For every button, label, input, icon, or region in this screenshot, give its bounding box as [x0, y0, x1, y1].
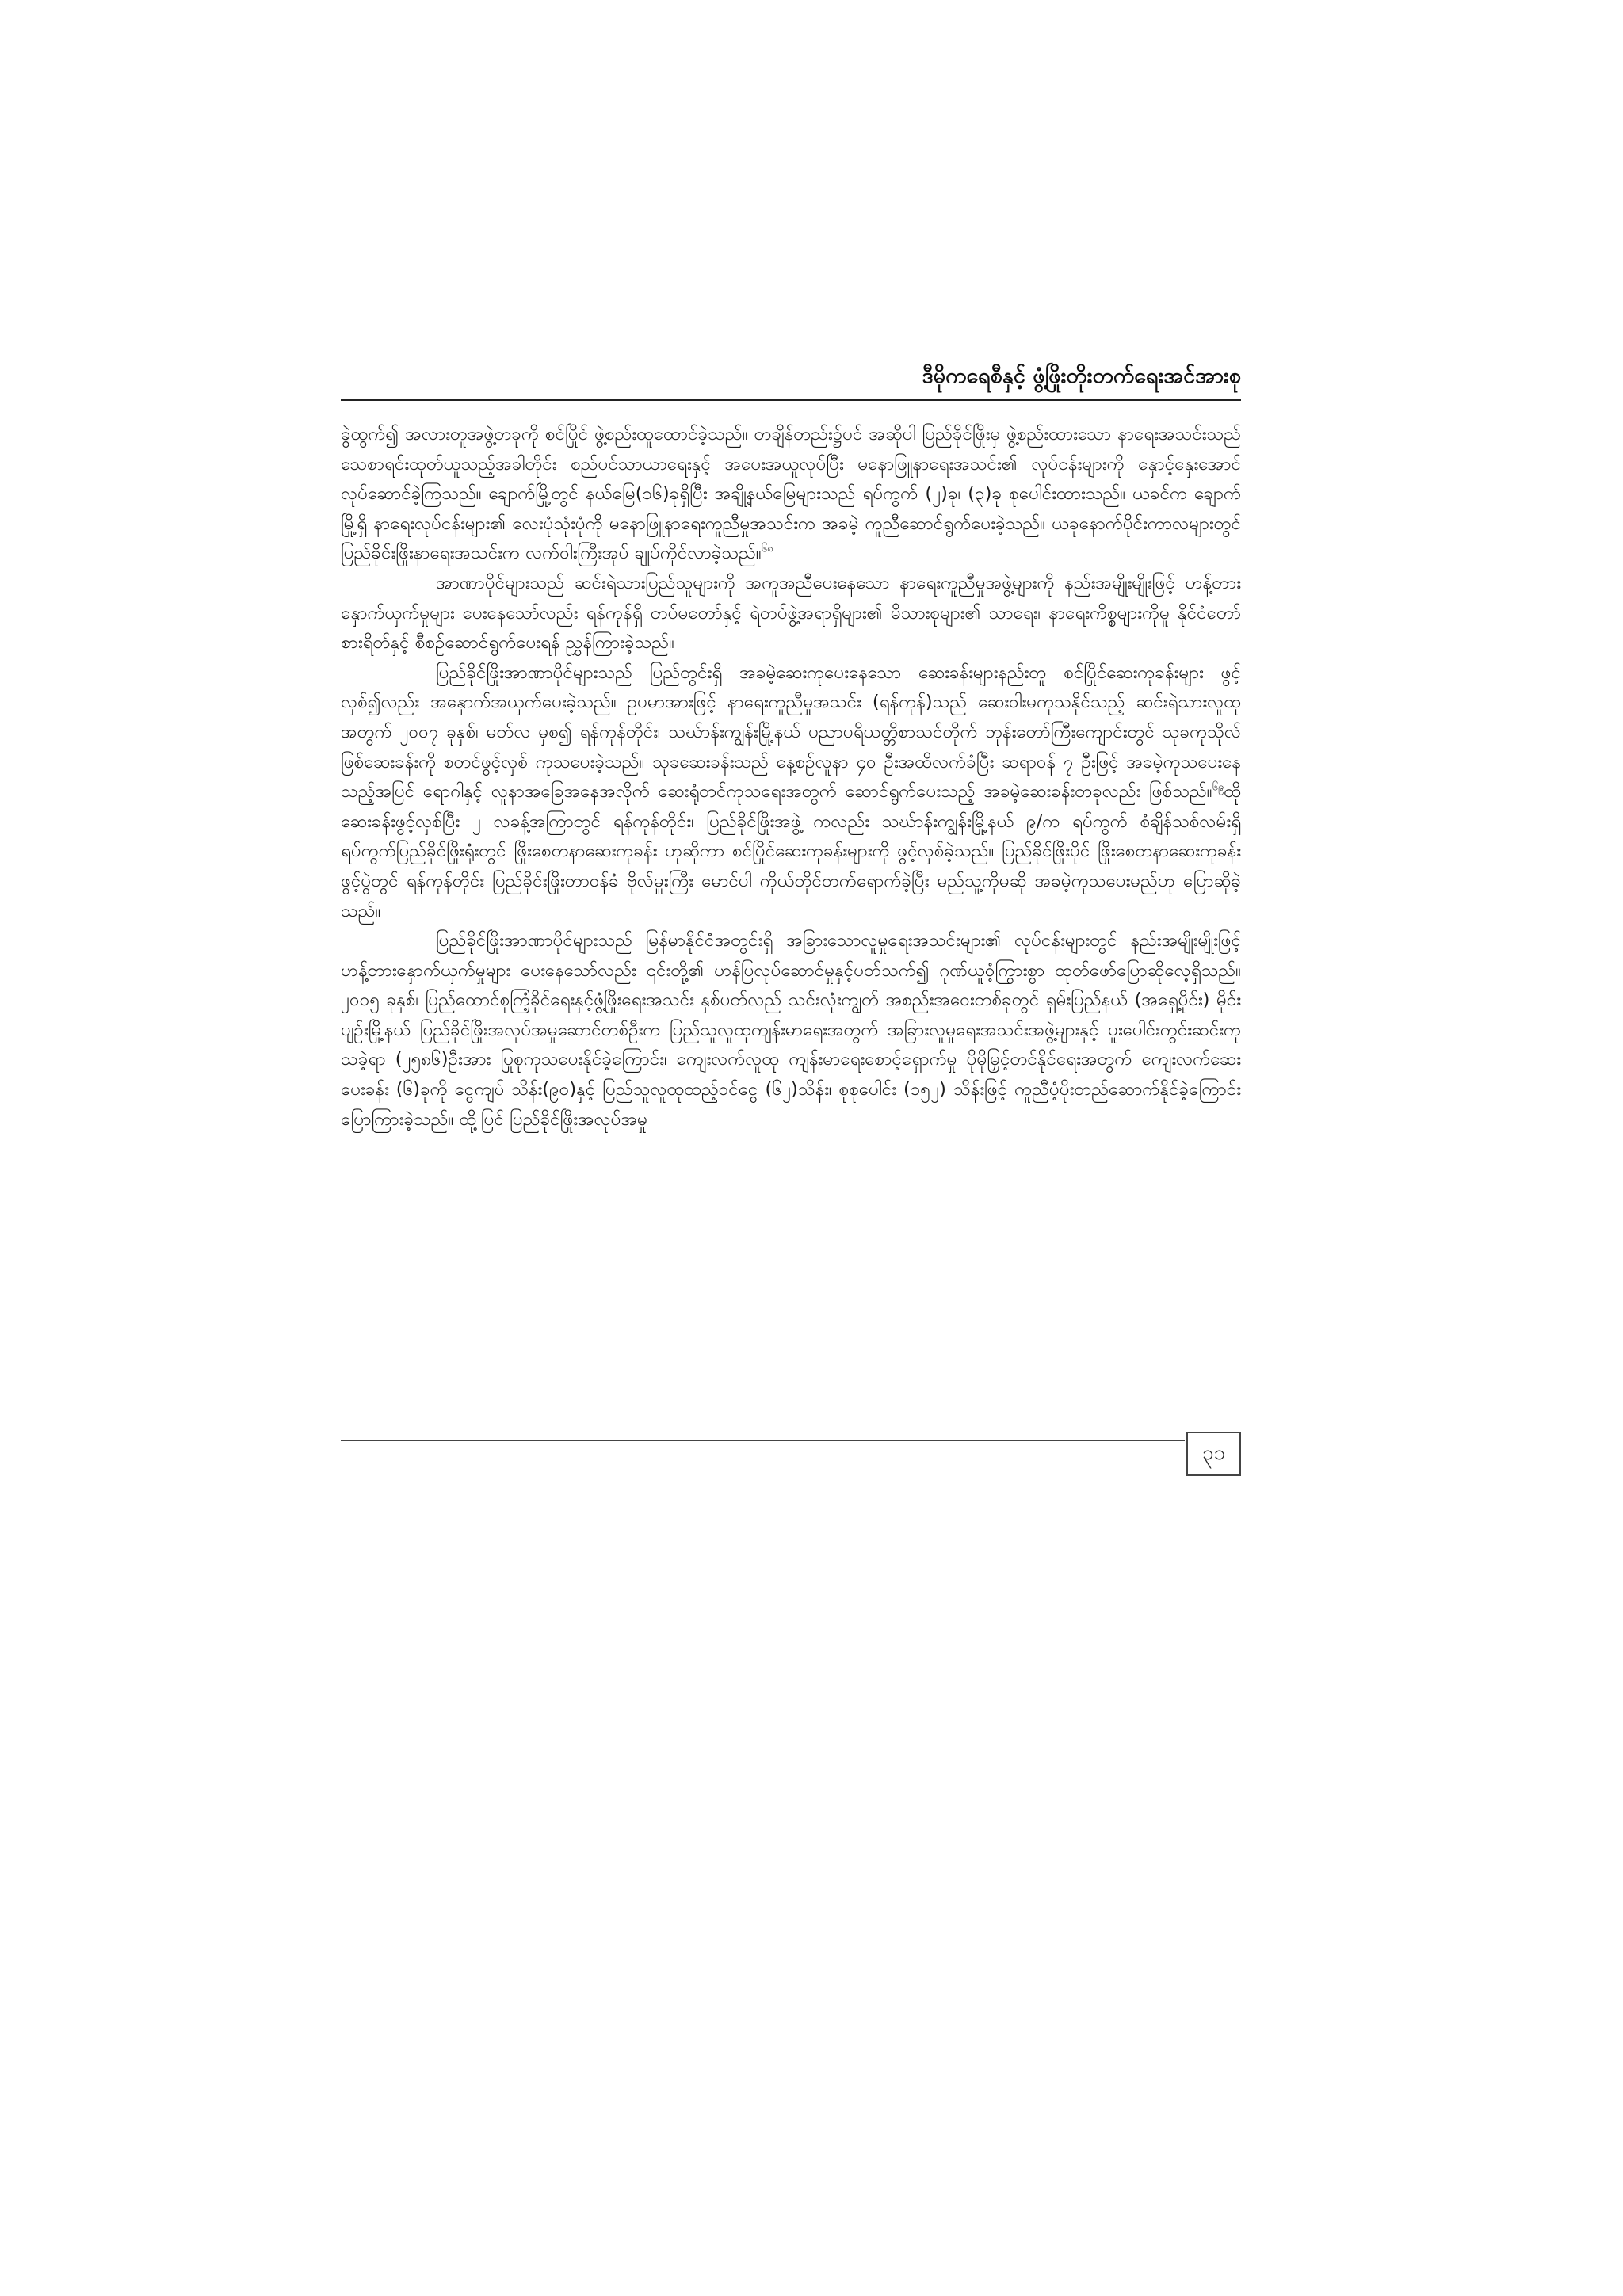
paragraph-1-text: ခွဲထွက်၍ အလားတူအဖွဲ့တခုကို စင်ပြိုင် ဖွဲ့စည်းထူထောင်ခဲ့သည်။ တချိန်တည်း၌ပင် အဆိုပါ ပြည်ခိုင်ဖြိုးမှ ဖွဲ့စည်းထားသော နာရေးအသင်းသည် သေစာရင်းထုတ်ယူသည့်အခါတိုင်း စည်ပင်သာယာရေးနှင့် အပေးအယူလုပ်ပြီး မနောဖြူနာရေးအသင်း၏ လုပ်ငန်းများကို နှောင့်နှေးအောင် လုပ်ဆောင်ခဲ့ကြသည်။ ချောက်မြို့တွင် နယ်မြေ(၁၆)ခုရှိပြီး အချို့နယ်မြေများသည် ရပ်ကွက် (၂)ခု၊ (၃)ခု စုပေါင်းထားသည်။ ယခင်က ချောက်မြို့ရှိ နာရေးလုပ်ငန်းများ၏ လေးပုံသုံးပုံကို မနောဖြူနာရေးကူညီမှုအသင်းက အခမဲ့ ကူညီဆောင်ရွက်ပေးခဲ့သည်။ ယခုနောက်ပိုင်းကာလများတွင် ပြည်ခိုင်းဖြိုးနာရေးအသင်းက လက်ဝါးကြီးအုပ် ချုပ်ကိုင်လာခဲ့သည်။ [341, 424, 1241, 564]
footnote-ref-68[interactable]: ၆၈ [761, 543, 773, 555]
paragraph-2 [341, 569, 1241, 658]
page-number: ၃၁ [1186, 1432, 1241, 1476]
paragraph-3 [341, 658, 1241, 926]
paragraph-4 [341, 926, 1241, 1135]
running-header-title: ဒီမိုကရေစီနှင့် ဖွံ့ဖြိုးတိုးတက်ရေးအင်အားစု [922, 364, 1241, 388]
footer-rule [341, 1440, 1185, 1441]
paragraph-2-text: အာဏာပိုင်များသည် ဆင်းရဲသားပြည်သူများကို အကူအညီပေးနေသော နာရေးကူညီမှုအဖွဲ့များကို နည်းအမျိုးမျိုးဖြင့် ဟန့်တားနှောက်ယှက်မှုများ ပေးနေသော်လည်း ရန်ကုန်ရှိ တပ်မတော်နှင့် ရဲတပ်ဖွဲ့အရာရှိများ၏ မိသားစုများ၏ သာရေး၊ နာရေးကိစ္စများကိုမူ နိုင်ငံတော်စားရိတ်နှင့် စီစဉ်ဆောင်ရွက်ပေးရန် ညွှန်ကြားခဲ့သည်။ [341, 572, 1241, 654]
paragraph-3-text: ပြည်ခိုင်ဖြိုးအာဏာပိုင်များသည် ပြည်တွင်းရှိ အခမဲ့ဆေးကုပေးနေသော ဆေးခန်းများနည်းတူ စင်ပြိုင်ဆေးကုခန်းများ ဖွင့်လှစ်၍လည်း အနှောက်အယှက်ပေးခဲ့သည်။ ဥပမာအားဖြင့် နာရေးကူညီမှုအသင်း (ရန်ကုန်)သည် ဆေးဝါးမကုသနိုင်သည့် ဆင်းရဲသားလူထုအတွက် ၂၀၀၇ ခုနှစ်၊ မတ်လ မှစ၍ ရန်ကုန်တိုင်း၊ သဃ်ာန်းကျွန်းမြို့နယ် ပညာပရိယတ္တိစာသင်တိုက် ဘုန်းတော်ကြီးကျောင်းတွင် သုခကုသိုလ်ဖြစ်ဆေးခန်းကို စတင်ဖွင့်လှစ် ကုသပေးခဲ့သည်။ သုခဆေးခန်းသည် နေ့စဉ်လူနာ ၄၀ ဦးအထိလက်ခံပြီး ဆရာဝန် ၇ ဦးဖြင့် အခမဲ့ကုသပေးနေသည့်အပြင် ရောဂါနှင့် လူနာအခြေအနေအလိုက် ဆေးရုံတင်ကုသရေးအတွက် ဆောင်ရွက်ပေးသည့် အခမဲ့ဆေးခန်းတခုလည်း ဖြစ်သည်။ [341, 662, 1241, 803]
body-text [341, 420, 1241, 1135]
paragraph-1 [341, 420, 1241, 569]
paragraph-3-continuation: ထိုဆေးခန်းဖွင့်လှစ်ပြီး ၂ လခန့်အကြာတွင် ရန်ကုန်တိုင်း၊ ပြည်ခိုင်ဖြိုးအဖွဲ့ ကလည်း သဃ်ာန်းကျွန်းမြို့နယ် ၉/က ရပ်ကွက် စံချိန်သစ်လမ်းရှိ ရပ်ကွက်ပြည်ခိုင်ဖြိုးရုံးတွင် ဖြိုးစေတနာဆေးကုခန်း ဟုဆိုကာ စင်ပြိုင်ဆေးကုခန်းများကို ဖွင့်လှစ်ခဲ့သည်။ ပြည်ခိုင်ဖြိုးပိုင် ဖြိုးစေတနာဆေးကုခန်းဖွင့်ပွဲတွင် ရန်ကုန်တိုင်း ပြည်ခိုင်းဖြိုးတာဝန်ခံ ဗိုလ်မှူးကြီး မောင်ပါ ကိုယ်တိုင်တက်ရောက်ခဲ့ပြီး မည်သူ့ကိုမဆို အခမဲ့ကုသပေးမည်ဟု ပြောဆိုခဲ့သည်။ [341, 781, 1241, 921]
footnote-ref-69[interactable]: ၆၉ [1212, 781, 1224, 794]
header-rule [341, 399, 1241, 401]
paragraph-4-text: ပြည်ခိုင်ဖြိုးအာဏာပိုင်များသည် မြန်မာနိုင်ငံအတွင်းရှိ အခြားသောလူမှုရေးအသင်းများ၏ လုပ်ငန်းများတွင် နည်းအမျိုးမျိုးဖြင့် ဟန့်တားနှောက်ယှက်မှုများ ပေးနေသော်လည်း ၎င်းတို့၏ ဟန်ပြလုပ်ဆောင်မှုနှင့်ပတ်သက်၍ ဂုဏ်ယူဝံ့ကြွားစွာ ထုတ်ဖော်ပြောဆိုလေ့ရှိသည်။ ၂၀၀၅ ခုနှစ်၊ ပြည်ထောင်စုကြံ့ခိုင်ရေးနှင့်ဖွံ့ဖြိုးရေးအသင်း နှစ်ပတ်လည် သင်းလုံးကျွတ် အစည်းအဝေးတစ်ခုတွင် ရှမ်းပြည်နယ် (အရှေ့ပိုင်း) မိုင်းပျဉ်းမြို့နယ် ပြည်ခိုင်ဖြိုးအလုပ်အမှုဆောင်တစ်ဦးက ပြည်သူလူထုကျန်းမာရေးအတွက် အခြားလူမှုရေးအသင်းအဖွဲ့များနှင့် ပူးပေါင်းကွင်းဆင်းကုသခဲ့ရာ (၂၅၈၆)ဦးအား ပြုစုကုသပေးနိုင်ခဲ့ကြောင်း၊ ကျေးလက်လူထု ကျန်းမာရေးစောင့်ရှောက်မှု ပိုမိုမြှင့်တင်နိုင်ရေးအတွက် ကျေးလက်ဆေးပေးခန်း (၆)ခုကို ငွေကျပ် သိန်း(၉၀)နှင့် ပြည်သူလူထုထည့်ဝင်ငွေ (၆၂)သိန်း၊ စုစုပေါင်း (၁၅၂) သိန်းဖြင့် ကူညီပံ့ပိုးတည်ဆောက်နိုင်ခဲ့ကြောင်း ပြောကြားခဲ့သည်။ ထို့ပြင် ပြည်ခိုင်ဖြိုးအလုပ်အမှု [341, 930, 1241, 1130]
